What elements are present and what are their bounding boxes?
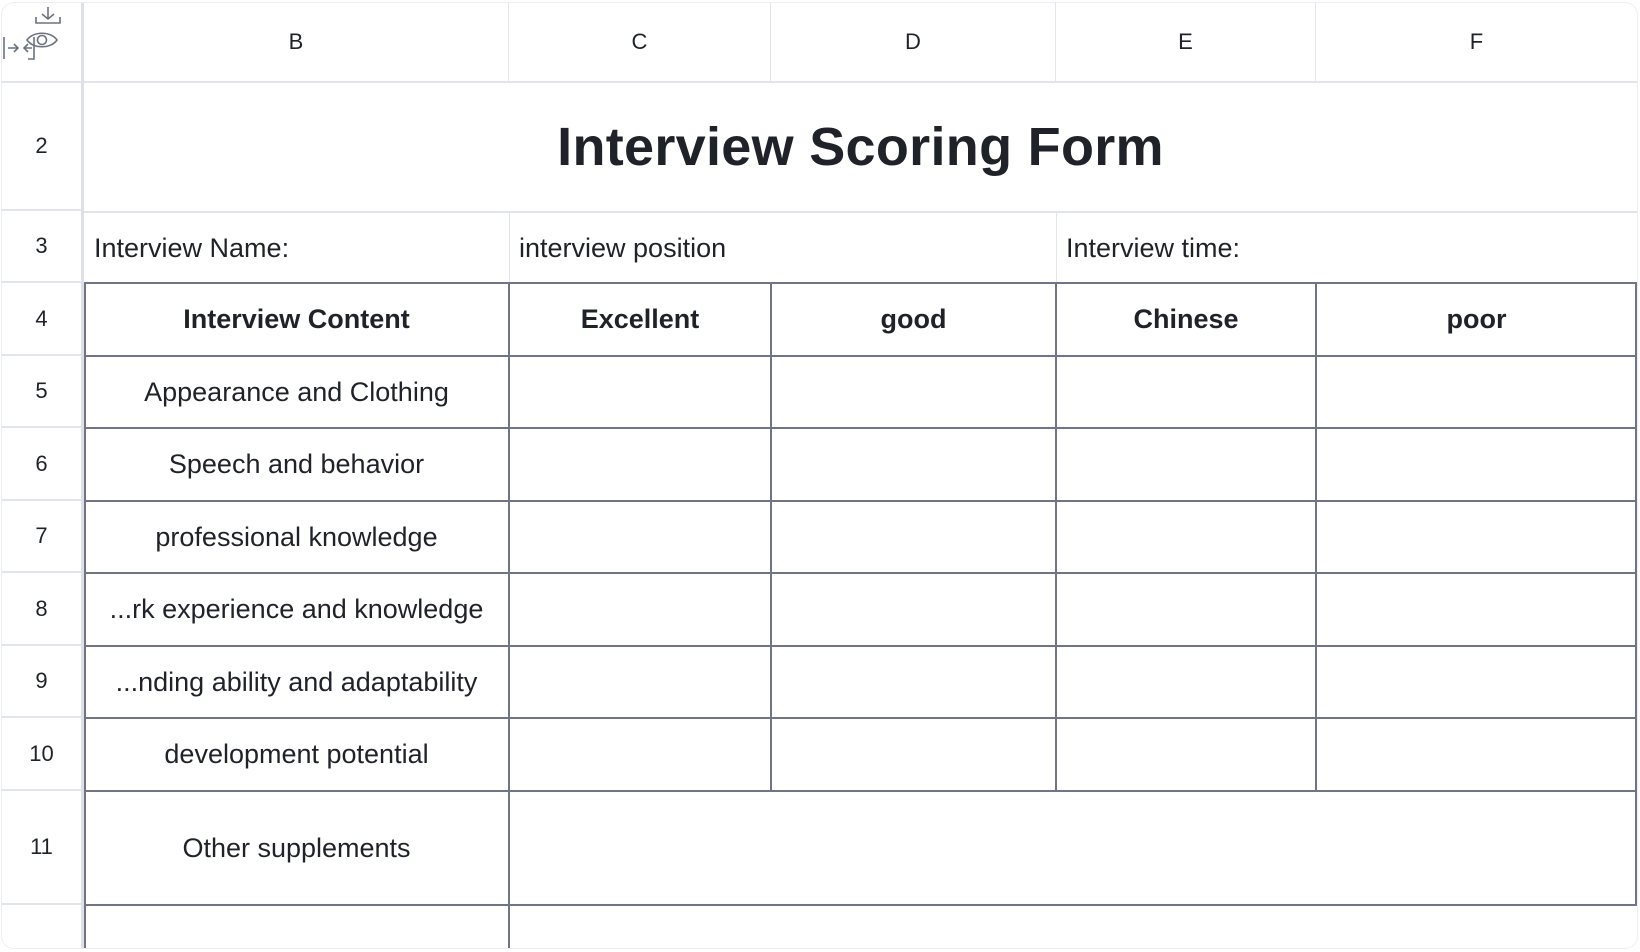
item-development-potential[interactable]: development potential bbox=[164, 739, 429, 769]
spreadsheet-frame bbox=[2, 3, 1637, 948]
column-header-d[interactable]: D bbox=[771, 3, 1056, 83]
item-appearance[interactable]: Appearance and Clothing bbox=[144, 376, 449, 407]
item-professional-knowledge[interactable]: professional knowledge bbox=[155, 521, 438, 552]
row-header-8[interactable]: 8 bbox=[2, 573, 84, 646]
table-border bbox=[84, 645, 1637, 647]
item-work-experience[interactable]: ...rk experience and knowledge bbox=[109, 594, 484, 624]
header-poor[interactable]: poor bbox=[1446, 304, 1507, 334]
select-all-corner[interactable] bbox=[2, 3, 84, 83]
row-header-2[interactable]: 2 bbox=[2, 83, 84, 211]
table-border bbox=[1635, 282, 1637, 906]
item-speech[interactable]: Speech and behavior bbox=[168, 449, 425, 479]
header-interview-content[interactable]: Interview Content bbox=[183, 304, 410, 334]
row-header-7[interactable]: 7 bbox=[2, 501, 84, 573]
row-header-4[interactable]: 4 bbox=[2, 283, 84, 356]
table-border bbox=[84, 355, 1637, 357]
table-border bbox=[84, 282, 1637, 284]
interview-time-label[interactable]: Interview time: bbox=[1066, 232, 1241, 263]
other-supplements-input[interactable] bbox=[509, 791, 1637, 905]
row-header-10[interactable]: 10 bbox=[2, 718, 84, 791]
table-border bbox=[84, 572, 1637, 574]
column-header-e[interactable]: E bbox=[1056, 3, 1316, 83]
header-excellent[interactable]: Excellent bbox=[580, 304, 700, 334]
table-border bbox=[84, 717, 1637, 719]
table-border bbox=[1315, 282, 1317, 791]
interview-position-label[interactable]: interview position bbox=[519, 232, 727, 263]
table-border bbox=[84, 500, 1637, 502]
table-border bbox=[1055, 282, 1057, 791]
header-chinese[interactable]: Chinese bbox=[1133, 304, 1239, 334]
table-border bbox=[84, 904, 1637, 906]
row-header-5[interactable]: 5 bbox=[2, 356, 84, 428]
collapse-icon[interactable] bbox=[2, 33, 36, 63]
row-header-12[interactable] bbox=[2, 905, 84, 948]
table-border bbox=[84, 282, 86, 948]
item-other-supplements[interactable]: Other supplements bbox=[182, 832, 411, 863]
row-header-6[interactable]: 6 bbox=[2, 428, 84, 501]
column-header-f[interactable]: F bbox=[1316, 3, 1637, 83]
form-title[interactable]: Interview Scoring Form bbox=[557, 117, 1164, 177]
row-header-3[interactable]: 3 bbox=[2, 211, 84, 283]
table-border bbox=[84, 427, 1637, 429]
row-header-9[interactable]: 9 bbox=[2, 646, 84, 718]
item-adaptability[interactable]: ...nding ability and adaptability bbox=[115, 666, 478, 697]
table-border bbox=[508, 282, 510, 948]
table-border bbox=[770, 282, 772, 791]
table-border bbox=[84, 790, 1637, 792]
header-good[interactable]: good bbox=[880, 304, 947, 334]
row-header-11[interactable]: 11 bbox=[2, 791, 84, 905]
column-header-c[interactable]: C bbox=[509, 3, 771, 83]
column-header-b[interactable]: B bbox=[84, 3, 509, 83]
interview-name-label[interactable]: Interview Name: bbox=[94, 232, 290, 263]
score-grid[interactable] bbox=[509, 356, 1637, 718]
